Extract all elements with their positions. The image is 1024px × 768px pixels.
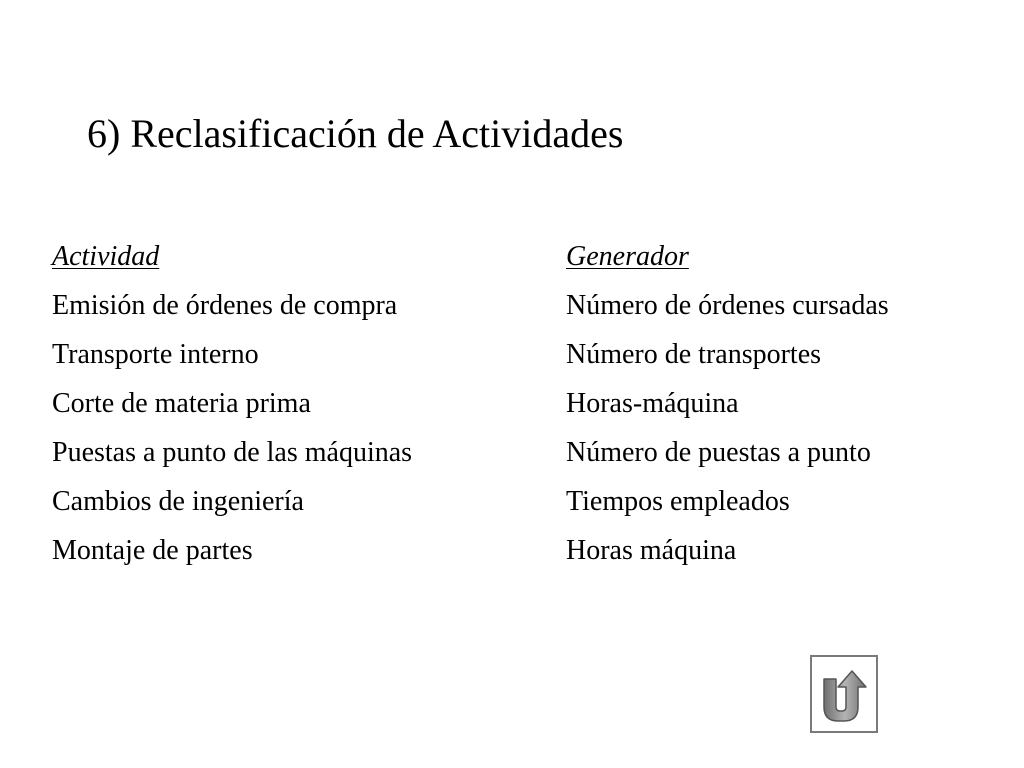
activity-item: Montaje de partes — [52, 535, 253, 566]
generators-column — [566, 232, 889, 575]
activity-item: Emisión de órdenes de compra — [52, 290, 398, 321]
generator-item: Número de órdenes cursadas — [566, 290, 889, 321]
generator-item: Horas máquina — [566, 535, 737, 566]
generator-item: Número de transportes — [566, 339, 822, 370]
generator-item: Tiempos empleados — [566, 486, 790, 517]
activity-item: Transporte interno — [52, 339, 259, 370]
return-u-turn-arrow-icon — [812, 657, 876, 731]
activities-column — [52, 232, 412, 575]
activity-item: Puestas a punto de las máquinas — [52, 437, 413, 468]
generator-item: Horas-máquina — [566, 388, 739, 419]
generators-header: Generador — [566, 241, 689, 272]
activities-header: Actividad — [52, 241, 160, 272]
slide-title: 6) Reclasificación de Actividades — [87, 111, 624, 156]
activity-item: Corte de materia prima — [52, 388, 311, 419]
return-button[interactable] — [810, 655, 878, 733]
generator-item: Número de puestas a punto — [566, 437, 871, 468]
activity-item: Cambios de ingeniería — [52, 486, 304, 517]
